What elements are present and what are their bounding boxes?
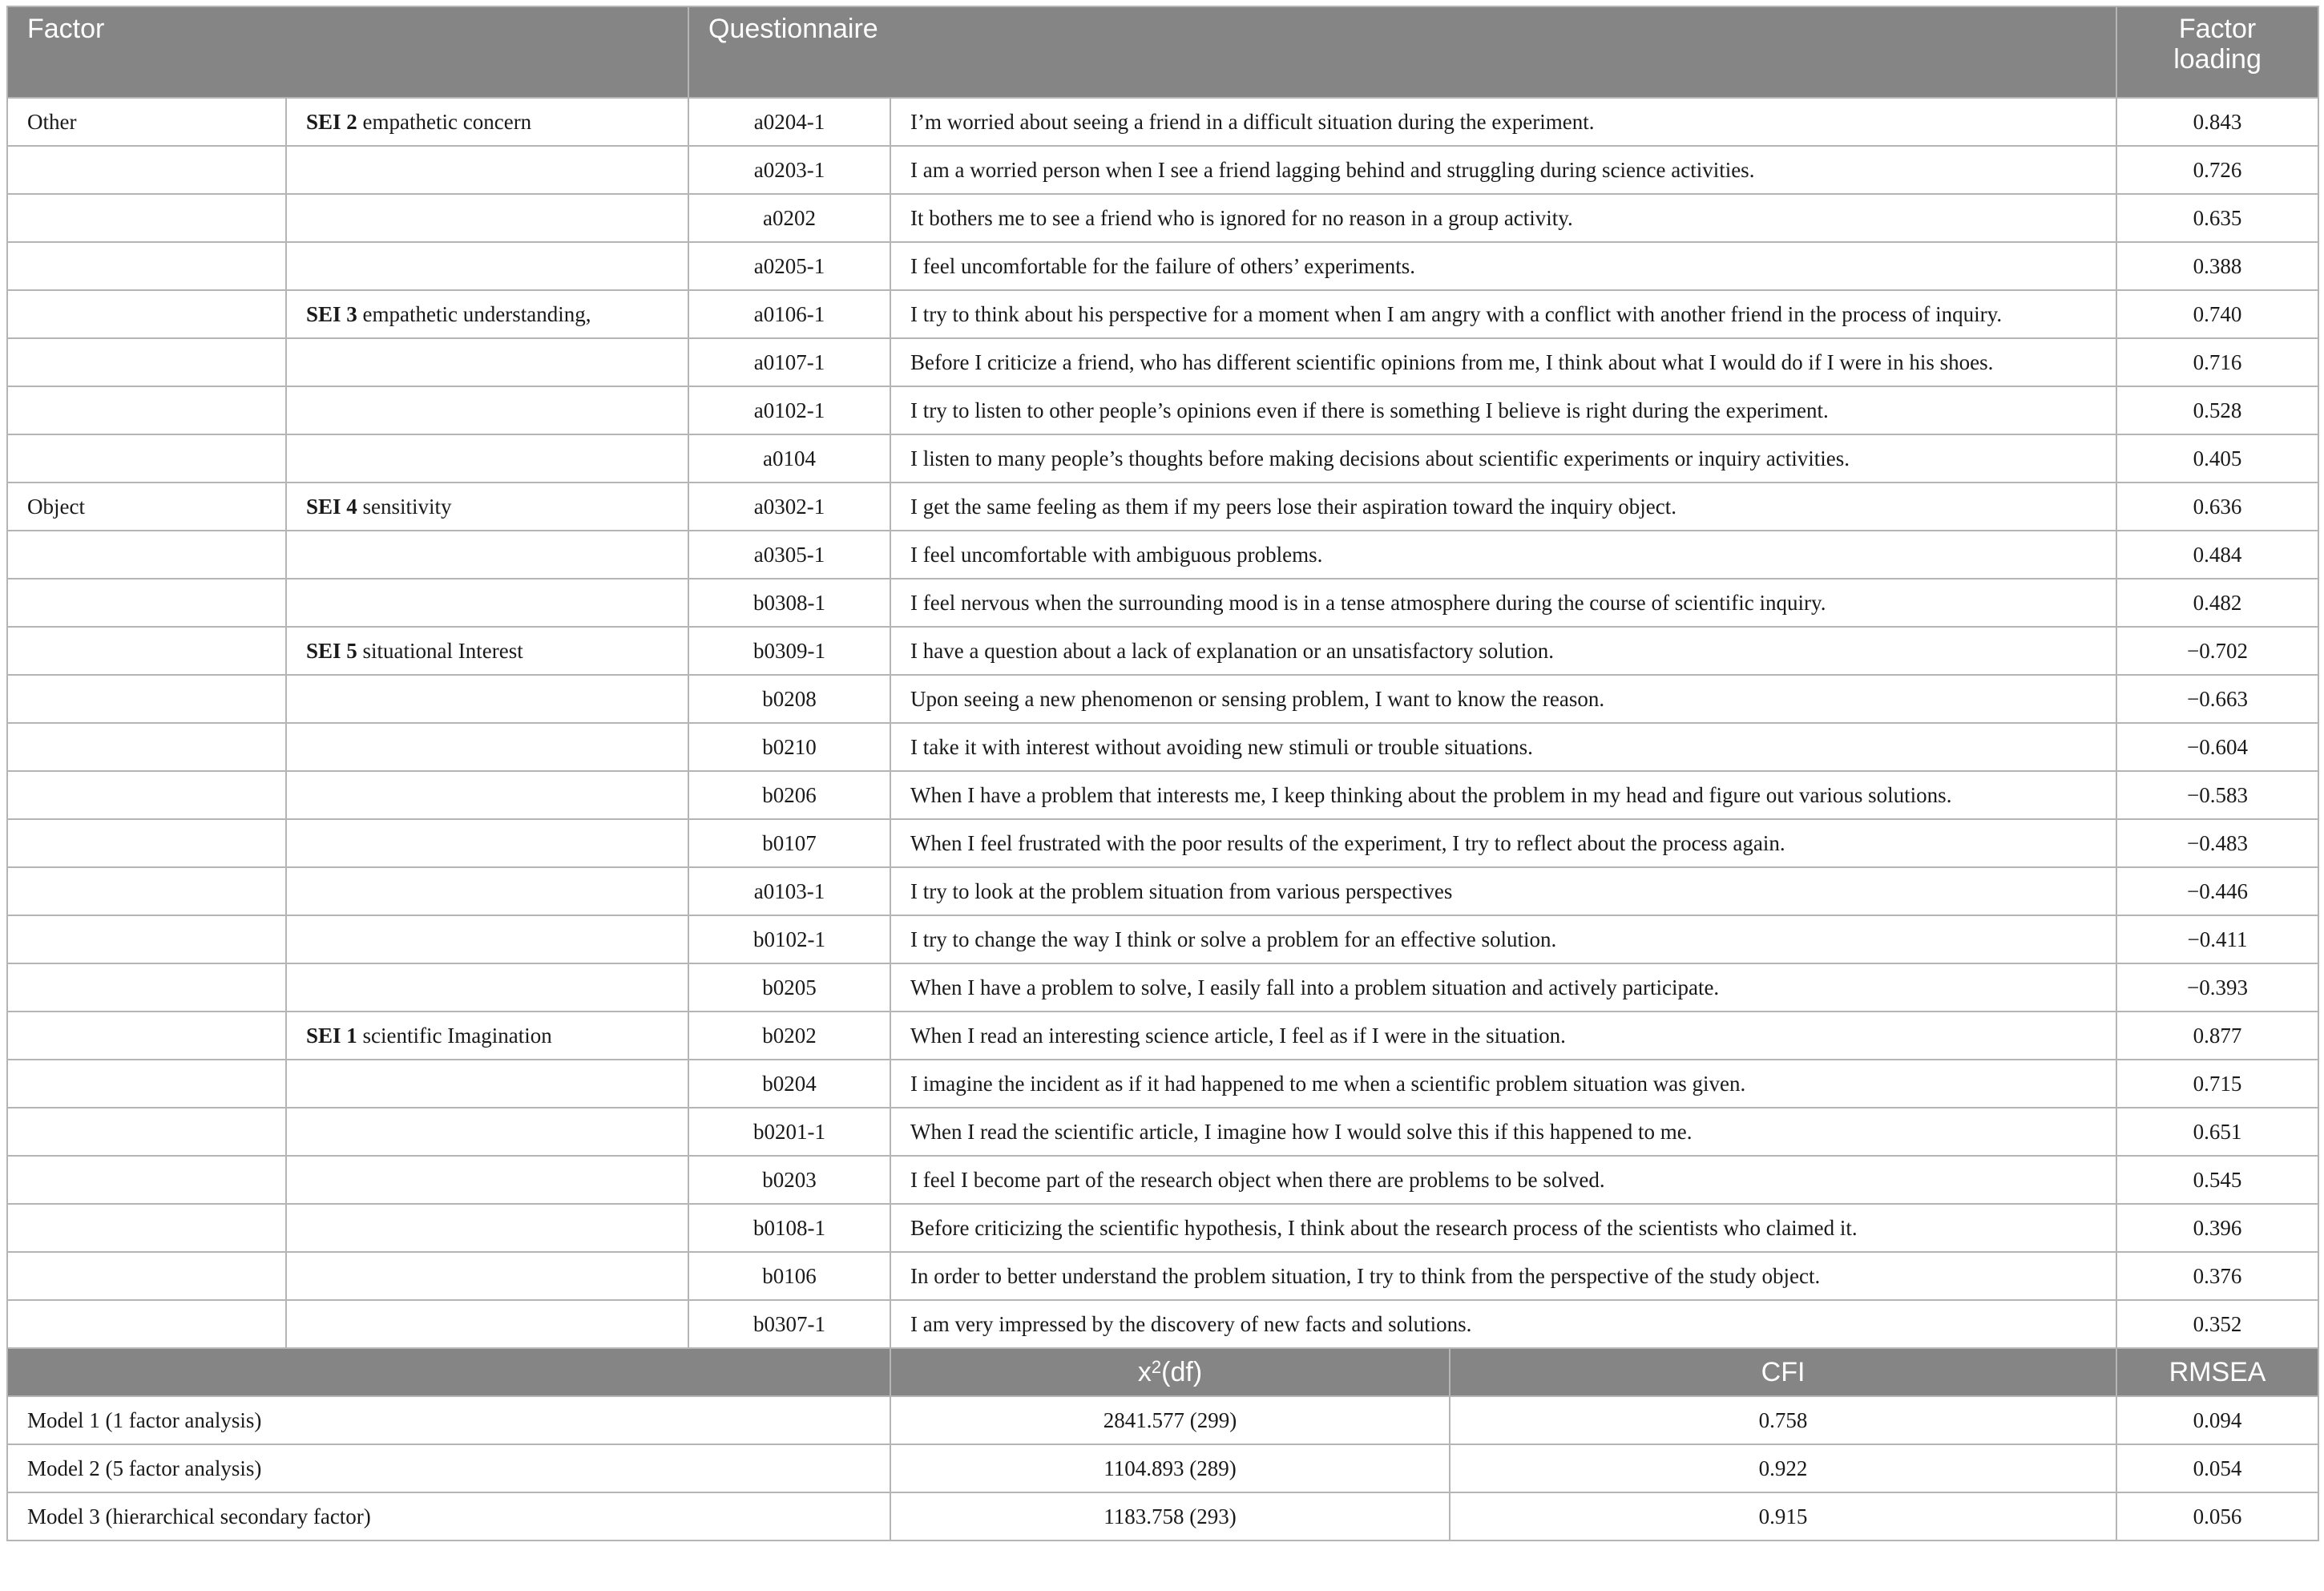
subfactor-cell [286,1012,688,1060]
item-text-cell: In order to better understand the problem situation, I try to think from the perspective of the study object. [890,1252,2116,1300]
subfactor-cell [286,915,688,963]
factor-loading-table [6,6,2319,1541]
factor-loading-cell: −0.446 [2116,867,2318,915]
item-text-cell: I have a question about a lack of explanation or an unsatisfactory solution. [890,627,2116,675]
cfi-cell: 0.922 [1450,1444,2116,1492]
table-row [7,386,2318,434]
item-text-cell: I try to look at the problem situation from various perspectives [890,867,2116,915]
item-text-cell: I am a worried person when I see a friend lagging behind and struggling during science activities. [890,146,2116,194]
subfactor-cell [286,579,688,627]
item-code-cell: b0106 [688,1252,890,1300]
factor-loading-cell: 0.877 [2116,1012,2318,1060]
table-row [7,242,2318,290]
table-row [7,771,2318,819]
item-code-cell: b0307-1 [688,1300,890,1348]
subfactor-cell [286,386,688,434]
factor-loading-cell: −0.483 [2116,819,2318,867]
item-text-cell: Before criticizing the scientific hypothesis, I think about the research process of the scientists who claimed it. [890,1204,2116,1252]
item-code-cell: a0107-1 [688,338,890,386]
subfactor-cell [286,290,688,338]
factor-loading-cell: 0.740 [2116,290,2318,338]
item-code-cell: b0210 [688,723,890,771]
rmsea-cell: 0.056 [2116,1492,2318,1541]
fit-indices-section [7,1348,2318,1396]
item-text-cell: I take it with interest without avoiding new stimuli or trouble situations. [890,723,2116,771]
table-row [7,627,2318,675]
subfactor-label: situational Interest [357,638,523,663]
subfactor-label: empathetic concern [357,109,532,134]
fit-header-row [7,1348,2318,1396]
item-text-cell: I’m worried about seeing a friend in a difficult situation during the experiment. [890,98,2116,146]
model-name-cell: Model 3 (hierarchical secondary factor) [7,1492,890,1541]
factor-cell [7,290,286,338]
item-text-cell: I try to change the way I think or solve a problem for an effective solution. [890,915,2116,963]
item-code-cell: a0202 [688,194,890,242]
factor-cell [7,579,286,627]
item-code-cell: b0107 [688,819,890,867]
header-questionnaire: Questionnaire [688,6,2116,98]
factor-cell [7,1300,286,1348]
table-row [7,675,2318,723]
item-text-cell: Upon seeing a new phenomenon or sensing problem, I want to know the reason. [890,675,2116,723]
rmsea-cell: 0.054 [2116,1444,2318,1492]
subfactor-code: SEI 2 [306,109,357,134]
fit-row [7,1396,2318,1444]
item-code-cell: a0203-1 [688,146,890,194]
subfactor-cell [286,867,688,915]
item-text-cell: I feel uncomfortable for the failure of others’ experiments. [890,242,2116,290]
item-text-cell: When I have a problem to solve, I easily fall into a problem situation and actively participate. [890,963,2116,1012]
table-row [7,1252,2318,1300]
model-name-cell: Model 2 (5 factor analysis) [7,1444,890,1492]
factor-cell [7,915,286,963]
factor-loading-cell: −0.411 [2116,915,2318,963]
factor-loading-table-container [6,6,2318,1541]
factor-cell [7,146,286,194]
subfactor-cell [286,1108,688,1156]
factor-cell [7,1060,286,1108]
item-code-cell: b0203 [688,1156,890,1204]
item-code-cell: b0202 [688,1012,890,1060]
factor-loading-cell: 0.405 [2116,434,2318,483]
subfactor-cell [286,338,688,386]
factor-loading-cell: 0.635 [2116,194,2318,242]
factor-loading-cell: −0.583 [2116,771,2318,819]
table-row [7,98,2318,146]
factor-loading-cell: 0.528 [2116,386,2318,434]
factor-loading-cell: 0.388 [2116,242,2318,290]
factor-cell [7,675,286,723]
table-row [7,434,2318,483]
subfactor-label: scientific Imagination [357,1023,552,1048]
factor-loading-cell: −0.702 [2116,627,2318,675]
chi-square-cell: 1183.758 (293) [890,1492,1450,1541]
subfactor-cell [286,98,688,146]
subfactor-cell [286,675,688,723]
factor-loading-cell: −0.663 [2116,675,2318,723]
subfactor-cell [286,194,688,242]
item-code-cell: b0308-1 [688,579,890,627]
item-code-cell: b0204 [688,1060,890,1108]
factor-cell [7,867,286,915]
item-text-cell: I try to listen to other people’s opinions even if there is something I believe is right during the experiment. [890,386,2116,434]
factor-loading-cell: 0.482 [2116,579,2318,627]
item-code-cell: a0102-1 [688,386,890,434]
factor-loading-cell: 0.376 [2116,1252,2318,1300]
subfactor-cell [286,1060,688,1108]
fit-header-rmsea: RMSEA [2116,1348,2318,1396]
item-code-cell: a0106-1 [688,290,890,338]
subfactor-code: SEI 1 [306,1023,357,1048]
item-code-cell: b0108-1 [688,1204,890,1252]
item-code-cell: a0205-1 [688,242,890,290]
subfactor-label: sensitivity [357,494,452,519]
item-text-cell: When I have a problem that interests me, I keep thinking about the problem in my head and figure out various solutions. [890,771,2116,819]
subfactor-cell [286,819,688,867]
table-row [7,579,2318,627]
factor-cell [7,627,286,675]
model-name-cell: Model 1 (1 factor analysis) [7,1396,890,1444]
item-code-cell: a0103-1 [688,867,890,915]
factor-cell [7,723,286,771]
fit-row [7,1492,2318,1541]
fit-header-cfi: CFI [1450,1348,2116,1396]
subfactor-cell [286,146,688,194]
factor-loading-cell: 0.396 [2116,1204,2318,1252]
item-text-cell: When I read the scientific article, I imagine how I would solve this if this happened to me. [890,1108,2116,1156]
table-row [7,723,2318,771]
subfactor-code: SEI 5 [306,638,357,663]
item-text-cell: Before I criticize a friend, who has different scientific opinions from me, I think about what I would do if I were in his shoes. [890,338,2116,386]
item-code-cell: b0208 [688,675,890,723]
header-factor-loading: Factor loading [2116,6,2318,98]
factor-loading-cell: 0.545 [2116,1156,2318,1204]
item-code-cell: b0206 [688,771,890,819]
fit-header-chi-square: $x^2(df)$ [890,1348,1450,1396]
item-text-cell: I am very impressed by the discovery of new facts and solutions. [890,1300,2116,1348]
item-code-cell: a0204-1 [688,98,890,146]
factor-cell [7,1252,286,1300]
item-code-cell: a0302-1 [688,483,890,531]
table-row [7,1060,2318,1108]
table-body [7,98,2318,1348]
cfi-cell: 0.758 [1450,1396,2116,1444]
subfactor-code: SEI 4 [306,494,357,519]
item-text-cell: I get the same feeling as them if my peers lose their aspiration toward the inquiry object. [890,483,2116,531]
table-row [7,483,2318,531]
factor-cell [7,434,286,483]
factor-cell [7,771,286,819]
subfactor-cell [286,771,688,819]
subfactor-label: empathetic understanding, [357,301,591,326]
factor-loading-cell: −0.393 [2116,963,2318,1012]
item-code-cell: b0205 [688,963,890,1012]
fit-indices-body [7,1396,2318,1541]
table-row [7,290,2318,338]
item-text-cell: I feel I become part of the research object when there are problems to be solved. [890,1156,2116,1204]
item-code-cell: a0305-1 [688,531,890,579]
subfactor-cell [286,434,688,483]
factor-cell [7,819,286,867]
table-row [7,1108,2318,1156]
table-header-row [7,6,2318,98]
factor-loading-cell: 0.636 [2116,483,2318,531]
factor-cell: Other [7,98,286,146]
factor-loading-cell: 0.726 [2116,146,2318,194]
factor-cell [7,1012,286,1060]
subfactor-cell [286,723,688,771]
item-text-cell: I feel uncomfortable with ambiguous problems. [890,531,2116,579]
factor-loading-cell: 0.715 [2116,1060,2318,1108]
subfactor-cell [286,627,688,675]
factor-cell [7,386,286,434]
factor-cell [7,1156,286,1204]
factor-loading-cell: 0.843 [2116,98,2318,146]
table-row [7,146,2318,194]
item-code-cell: b0201-1 [688,1108,890,1156]
factor-cell [7,1108,286,1156]
table-row [7,867,2318,915]
factor-loading-cell: −0.604 [2116,723,2318,771]
item-code-cell: b0102-1 [688,915,890,963]
chi-square-cell: 2841.577 (299) [890,1396,1450,1444]
subfactor-cell [286,1204,688,1252]
factor-cell [7,531,286,579]
table-row [7,963,2318,1012]
factor-cell: Object [7,483,286,531]
rmsea-cell: 0.094 [2116,1396,2318,1444]
item-text-cell: I try to think about his perspective for a moment when I am angry with a conflict with another friend in the process of inquiry. [890,290,2116,338]
factor-loading-cell: 0.651 [2116,1108,2318,1156]
cfi-cell: 0.915 [1450,1492,2116,1541]
item-code-cell: a0104 [688,434,890,483]
table-row [7,819,2318,867]
chi-square-cell: 1104.893 (289) [890,1444,1450,1492]
item-text-cell: I listen to many people’s thoughts before making decisions about scientific experiments or inquiry activities. [890,434,2116,483]
header-factor: Factor [7,6,688,98]
table-row [7,1012,2318,1060]
item-code-cell: b0309-1 [688,627,890,675]
table-row [7,194,2318,242]
subfactor-cell [286,963,688,1012]
table-row [7,531,2318,579]
factor-cell [7,194,286,242]
factor-loading-cell: 0.716 [2116,338,2318,386]
table-row [7,338,2318,386]
factor-cell [7,963,286,1012]
subfactor-cell [286,1300,688,1348]
factor-cell [7,1204,286,1252]
table-row [7,1300,2318,1348]
item-text-cell: When I read an interesting science article, I feel as if I were in the situation. [890,1012,2116,1060]
fit-row [7,1444,2318,1492]
item-text-cell: I feel nervous when the surrounding mood is in a tense atmosphere during the course of scientific inquiry. [890,579,2116,627]
subfactor-cell [286,1252,688,1300]
subfactor-cell [286,531,688,579]
item-text-cell: When I feel frustrated with the poor results of the experiment, I try to reflect about the process again. [890,819,2116,867]
factor-loading-cell: 0.484 [2116,531,2318,579]
item-text-cell: I imagine the incident as if it had happened to me when a scientific problem situation was given. [890,1060,2116,1108]
table-row [7,1156,2318,1204]
fit-header-blank [7,1348,890,1396]
factor-loading-cell: 0.352 [2116,1300,2318,1348]
factor-cell [7,338,286,386]
subfactor-cell [286,483,688,531]
table-row [7,915,2318,963]
subfactor-cell [286,1156,688,1204]
subfactor-cell [286,242,688,290]
item-text-cell: It bothers me to see a friend who is ignored for no reason in a group activity. [890,194,2116,242]
subfactor-code: SEI 3 [306,301,357,326]
table-row [7,1204,2318,1252]
factor-cell [7,242,286,290]
